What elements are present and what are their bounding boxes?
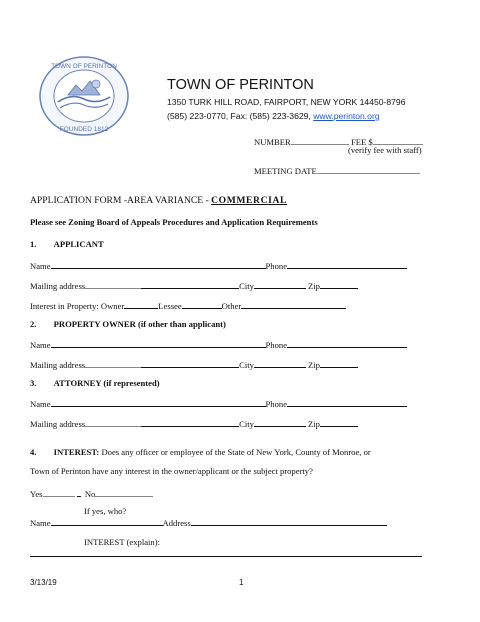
section4-question-b: Town of Perinton have any interest in the owner/applicant or the subject property?: [30, 466, 313, 476]
page-number: 1: [239, 578, 244, 587]
yes-field[interactable]: [43, 487, 75, 497]
section2-num: 2.: [30, 319, 37, 329]
applicant-city-field[interactable]: [254, 279, 306, 289]
mailing-label: Mailing address: [30, 360, 86, 370]
section2-title: PROPERTY OWNER (if other than applicant): [53, 319, 226, 329]
owner-zip-field[interactable]: [320, 358, 358, 368]
if-yes-label: If yes, who?: [84, 506, 127, 516]
form-title: [30, 195, 287, 206]
section3-num: 3.: [30, 378, 37, 388]
meeting-date-field[interactable]: [317, 164, 420, 174]
section1-heading: [30, 239, 104, 249]
city-label: City: [239, 360, 254, 370]
no-label: No: [84, 489, 96, 499]
fee-field[interactable]: [373, 135, 423, 145]
phone-label: Phone: [265, 399, 288, 409]
owner-phone-field[interactable]: [287, 338, 407, 348]
interest-explain-field[interactable]: [30, 556, 422, 557]
lessee-label: Lessee: [158, 301, 182, 311]
attorney-mailing-field[interactable]: [85, 417, 141, 427]
applicant-name-field[interactable]: [51, 259, 266, 269]
attorney-phone-field[interactable]: [287, 397, 407, 407]
footer-date: 3/13/19: [30, 578, 57, 587]
name-label: Name: [30, 518, 51, 528]
mailing-label: Mailing address: [30, 281, 86, 291]
name-label: Name: [30, 340, 51, 350]
zip-label: Zip: [307, 281, 320, 291]
applicant-zip-field[interactable]: [320, 279, 358, 289]
section3-heading: [30, 378, 160, 388]
yes-label: Yes: [30, 489, 43, 499]
fee-label: FEE $: [350, 137, 373, 147]
who-row: [30, 516, 387, 528]
no-field[interactable]: [95, 487, 153, 497]
phone-fax: (585) 223-0770, Fax: (585) 223-3629,: [167, 111, 311, 121]
city-label: City: [239, 281, 254, 291]
section2-heading: [30, 319, 226, 329]
interest-owner-label: Interest in Property: Owner: [30, 301, 125, 311]
other-field[interactable]: [241, 299, 346, 309]
owner-address-row: [30, 358, 358, 370]
applicant-address-row: [30, 279, 358, 291]
interest-in-property-row: [30, 299, 346, 311]
mailing-label: Mailing address: [30, 419, 86, 429]
city-label: City: [239, 419, 254, 429]
town-name: TOWN OF PERINTON: [167, 77, 314, 93]
yes-no-row: [30, 487, 153, 499]
town-address: 1350 TURK HILL ROAD, FAIRPORT, NEW YORK 14450-8796: [167, 97, 406, 107]
instructions: Please see Zoning Board of Appeals Procedures and Application Requirements: [30, 217, 318, 227]
attorney-name-field[interactable]: [51, 397, 266, 407]
attorney-name-row: [30, 397, 407, 409]
owner-name-row: [30, 338, 407, 350]
zip-label: Zip: [307, 360, 320, 370]
yes-no-separator: [77, 487, 81, 497]
attorney-city-field[interactable]: [254, 417, 306, 427]
applicant-phone-field[interactable]: [287, 259, 407, 269]
svg-text:TOWN OF PERINTON: TOWN OF PERINTON: [51, 63, 117, 70]
interest-address-field[interactable]: [191, 516, 387, 526]
section3-title: ATTORNEY (if represented): [53, 378, 160, 388]
name-label: Name: [30, 261, 51, 271]
phone-label: Phone: [265, 261, 288, 271]
contact-line: [167, 111, 380, 121]
name-label: Name: [30, 399, 51, 409]
zip-label: Zip: [307, 419, 320, 429]
section1-num: 1.: [30, 239, 37, 249]
section1-title: APPLICANT: [53, 239, 104, 249]
owner-mailing-field[interactable]: [85, 358, 141, 368]
attorney-address-row: [30, 417, 358, 429]
number-label: NUMBER: [254, 137, 291, 147]
section4-num: 4.: [30, 447, 37, 457]
attorney-zip-field[interactable]: [320, 417, 358, 427]
section4-question-a: Does any officer or employee of the State of New York, County of Monroe, or: [101, 447, 371, 457]
owner-city-field[interactable]: [254, 358, 306, 368]
section4-question: [30, 447, 371, 457]
applicant-mailing-field-2[interactable]: [141, 279, 239, 289]
interest-name-field[interactable]: [51, 516, 163, 526]
meeting-date-line: [254, 164, 420, 176]
website-link[interactable]: www.perinton.org: [313, 111, 380, 121]
svg-text:FOUNDED 1812: FOUNDED 1812: [59, 126, 109, 133]
phone-label: Phone: [265, 340, 288, 350]
address-label: Address: [162, 518, 191, 528]
applicant-mailing-field[interactable]: [85, 279, 141, 289]
interest-explain-label: INTEREST (explain):: [84, 537, 160, 547]
attorney-mailing-field-2[interactable]: [141, 417, 239, 427]
owner-mailing-field-2[interactable]: [141, 358, 239, 368]
applicant-name-row: [30, 259, 407, 271]
fee-note: (verify fee with staff): [348, 145, 422, 155]
owner-field[interactable]: [124, 299, 158, 309]
section4-title: INTEREST:: [53, 447, 100, 457]
form-title-prefix: APPLICATION FORM -AREA VARIANCE -: [30, 195, 212, 206]
other-label: Other: [221, 301, 242, 311]
lessee-field[interactable]: [182, 299, 222, 309]
form-type: COMMERCIAL: [211, 195, 287, 206]
owner-name-field[interactable]: [51, 338, 266, 348]
meeting-date-label: MEETING DATE: [254, 166, 317, 176]
town-seal-logo: [38, 55, 130, 137]
number-field[interactable]: [291, 135, 349, 145]
